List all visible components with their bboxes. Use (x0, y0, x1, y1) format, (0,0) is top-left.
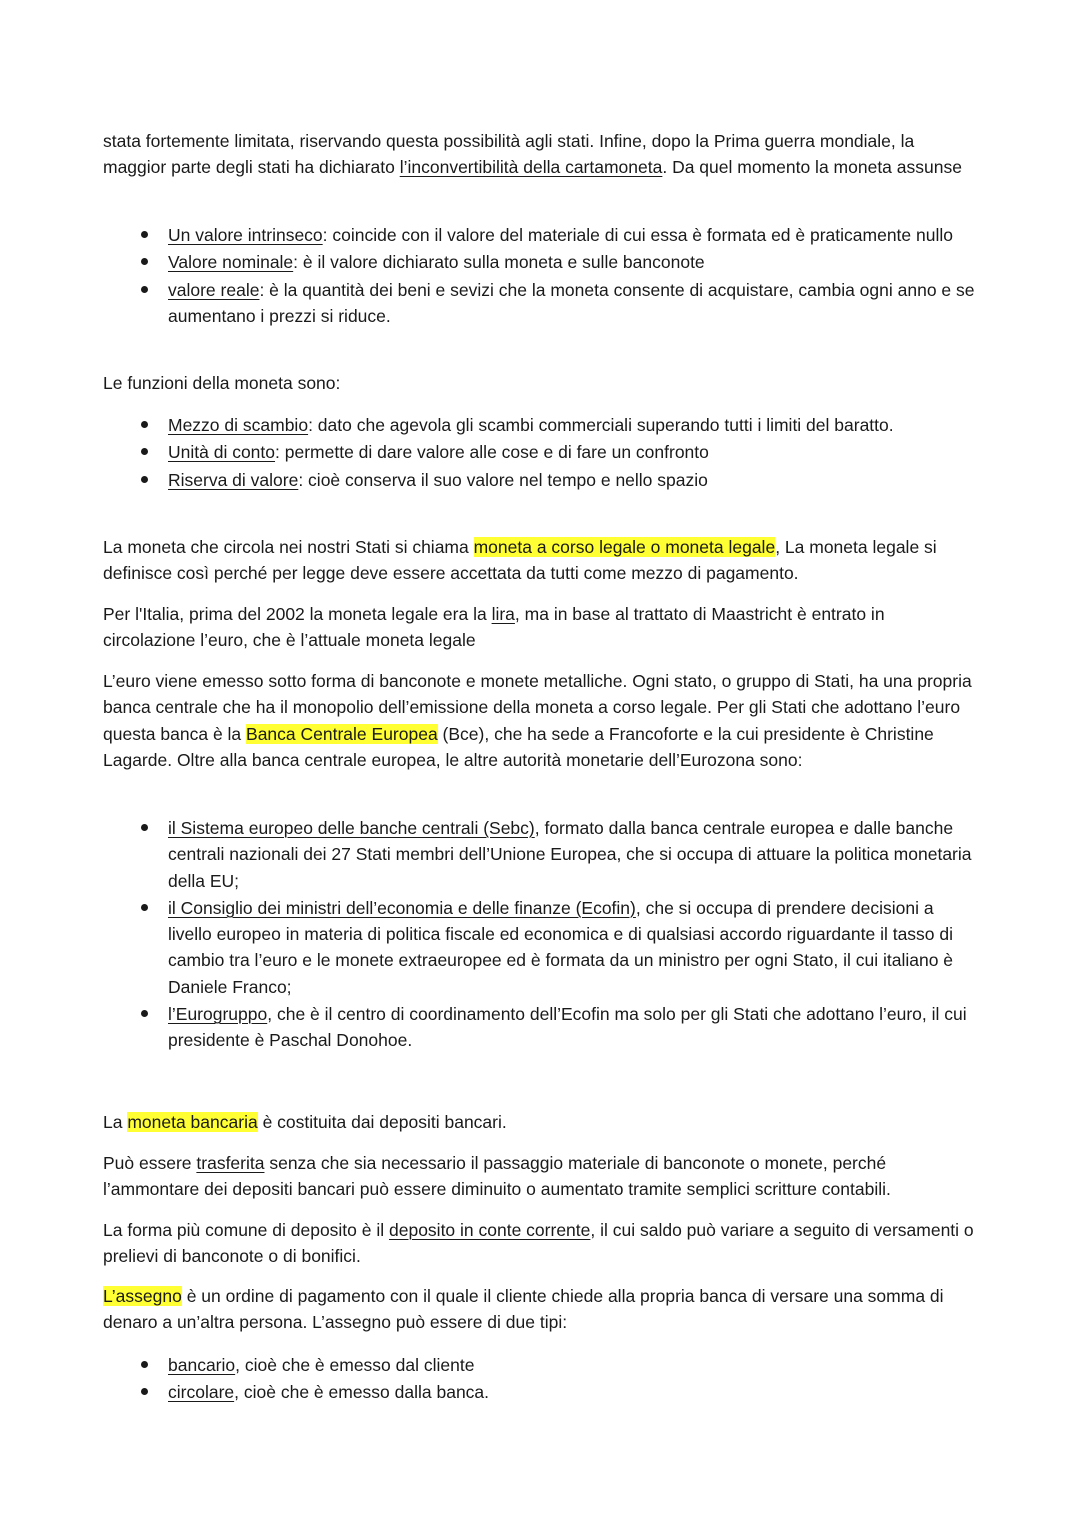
text: , La moneta legale si definisce così perché per legge deve essere accettata da tutti come mezzo di pagamento. (103, 537, 937, 584)
list-item (168, 895, 978, 1000)
list-term: Riserva di valore (168, 469, 299, 490)
list-item (168, 277, 978, 330)
list-term: il Sistema europeo delle banche centrali (Sebc) (168, 818, 535, 838)
paragraph-funzioni-intro: Le funzioni della moneta sono: (103, 373, 341, 393)
text: è un ordine di pagamento con il quale il cliente chiede alla propria banca di versare una somma di denaro a un’altra persona. L’assegno può essere di due tipi: (103, 1286, 944, 1333)
text: senza che sia necessario il passaggio materiale di banconote o monete, perché l’ammontare dei depositi bancari può essere diminuito o aumentato tramite semplici scritture contabili. (103, 1153, 891, 1200)
text: . Da quel momento la moneta assunse (662, 157, 962, 178)
text: , ma in base al trattato di Maastricht è entrato in circolazione l’euro, che è l’attuale moneta legale (103, 604, 885, 651)
list-item (168, 1379, 978, 1405)
text: , il cui saldo può variare a seguito di versamenti o prelievi di banconote o di bonifici. (103, 1220, 974, 1267)
underlined-term: l’inconvertibilità della cartamoneta (399, 157, 663, 178)
underlined-term: trasferita (196, 1153, 265, 1173)
paragraph-moneta-bancaria (103, 1109, 975, 1135)
list-item (168, 249, 978, 275)
list-term: circolare (168, 1382, 235, 1403)
list-item (168, 815, 978, 894)
highlighted-term: L’assegno (103, 1286, 182, 1306)
paragraph-italia (103, 601, 975, 654)
text: è costituita dai depositi bancari. (257, 1112, 507, 1132)
list-term: Valore nominale (168, 252, 294, 273)
paragraph-assegno (103, 1283, 975, 1336)
text: La (103, 1112, 128, 1132)
list-text: : cioè conserva il suo valore nel tempo e nello spazio (298, 469, 708, 490)
paragraph-euro (103, 668, 975, 773)
highlighted-term: moneta bancaria (127, 1112, 258, 1132)
list-item (168, 412, 978, 438)
highlighted-term: Banca Centrale Europea (246, 723, 438, 744)
text: L’euro viene emesso sotto forma di banconote e monete metalliche. Ogni stato, o gruppo di Stati, ha una propria banca centrale che ha il monopolio dell’emissione della moneta a corso legale. Per gli Stati che adottano l’euro questa banca è la (103, 671, 972, 744)
list-item (168, 1001, 978, 1054)
list-term: il Consiglio dei ministri dell’economia e delle finanze (Ecofin) (168, 897, 636, 918)
list-item (168, 439, 978, 465)
list-text: , che è il centro di coordinamento dell’Ecofin ma solo per gli Stati che adottano l’euro, il cui presidente è Paschal Donohoe. (168, 1004, 967, 1051)
list-item (168, 1352, 978, 1378)
list-tipi-assegno (168, 1352, 978, 1406)
list-text: , cioè che è emesso dalla banca. (234, 1382, 490, 1403)
list-term: l’Eurogruppo (168, 1004, 268, 1025)
list-text: , che si occupa di prendere decisioni a livello europeo in materia di politica fiscale ed economica e di qualsiasi accordo riguardante il tasso di cambio tra l’euro e le monete extraeuropee ed è formata da un ministro per ogni Stato, il cui italiano è Daniele Franco; (168, 897, 954, 997)
highlighted-term: moneta a corso legale o moneta legale (473, 537, 776, 557)
list-text: : dato che agevola gli scambi commerciali superando tutti i limiti del baratto. (308, 415, 894, 435)
text: Può essere (103, 1153, 197, 1173)
text: Per l'Italia, prima del 2002 la moneta legale era la (103, 604, 492, 624)
list-text: , formato dalla banca centrale europea e dalle banche centrali nazionali dei 27 Stati membri dell’Unione Europea, che si occupa di attuare la politica monetaria della EU; (168, 818, 972, 891)
list-term: Un valore intrinseco (168, 225, 323, 245)
list-item (168, 222, 978, 248)
underlined-term: lira (491, 604, 515, 624)
paragraph-deposito (103, 1217, 975, 1270)
text: La forma più comune di deposito è il (103, 1220, 389, 1240)
list-text: : permette di dare valore alle cose e di fare un confronto (275, 442, 709, 463)
text: (Bce), che ha sede a Francoforte e la cui presidente è Christine Lagarde. Oltre alla banca centrale europea, le altre autorità monetarie dell’Eurozona sono: (103, 723, 934, 770)
paragraph-convertibilita (103, 128, 975, 181)
list-term: bancario (168, 1355, 236, 1375)
text: stata fortemente limitata, riservando questa possibilità agli stati. Infine, dopo la Prima guerra mondiale, la maggior parte degli stati ha dichiarato (103, 131, 915, 178)
list-text: : coincide con il valore del materiale di cui essa è formata ed è praticamente nullo (322, 225, 953, 245)
list-term: Mezzo di scambio (168, 415, 309, 435)
list-text: : è il valore dichiarato sulla moneta e sulle banconote (293, 252, 705, 273)
paragraph-trasferita (103, 1150, 975, 1203)
list-autorita (168, 815, 978, 1054)
list-term: Unità di conto (168, 442, 276, 463)
list-term: valore reale (168, 279, 260, 300)
list-item (168, 467, 978, 493)
text: La moneta che circola nei nostri Stati si chiama (103, 537, 474, 557)
list-text: , cioè che è emesso dal cliente (235, 1355, 475, 1375)
underlined-term: deposito in conte corrente (389, 1220, 591, 1240)
list-valori (168, 222, 978, 329)
paragraph-moneta-legale (103, 534, 975, 587)
list-text: : è la quantità dei beni e sevizi che la moneta consente di acquistare, cambia ogni anno e se aumentano i prezzi si riduce. (168, 279, 975, 326)
list-funzioni (168, 412, 978, 493)
